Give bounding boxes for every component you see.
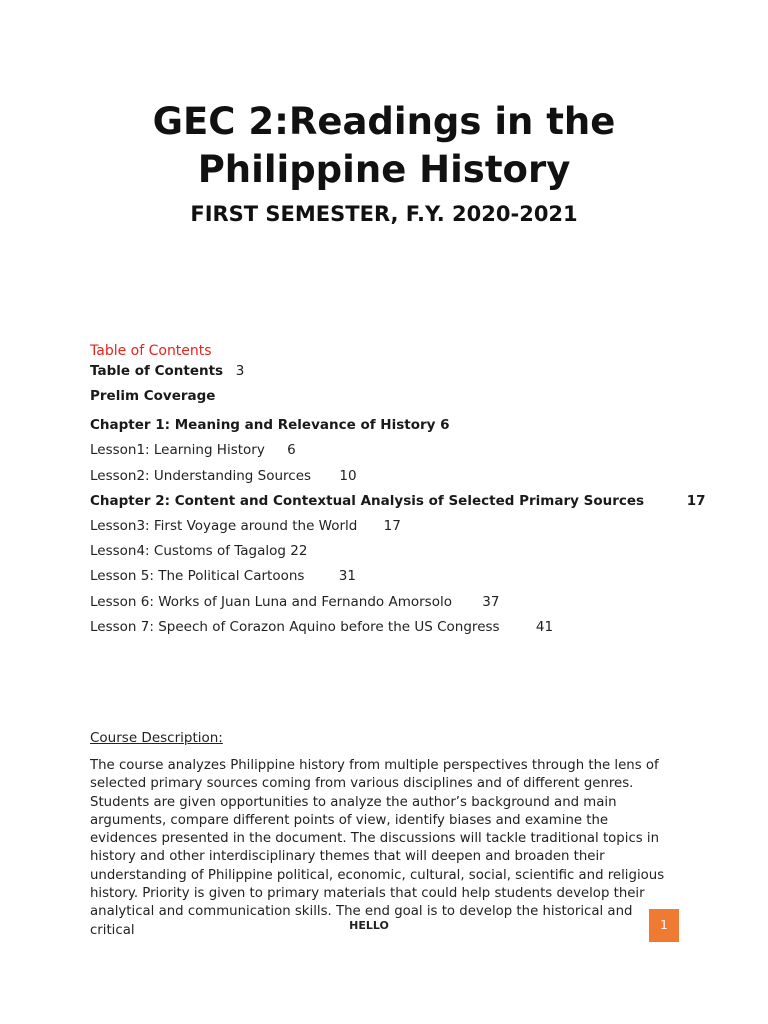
toc-entry-chapter-2[interactable] — [90, 493, 706, 509]
toc-entry-label: Lesson 5: The Political Cartoons — [90, 568, 305, 584]
toc-entry-lesson-1[interactable] — [90, 442, 296, 458]
toc-entry-lesson-5[interactable] — [90, 568, 356, 584]
toc-entry-lesson-7[interactable] — [90, 619, 553, 635]
course-description-text: The course analyzes Philippine history from multiple perspectives through the lens of selected primary sources coming from various disciplines and of different genres. Students are given opportunities to analyze the author’s background and main arguments, compare different points of view, identify biases and examine the evidences presented in the document. The discussions will tackle traditional topics in history and other interdisciplinary themes that will deepen and broaden their understanding of Philippine political, economic, cultural, social, scientific and religious history. Priority is given to primary materials that could help students develop their analytical and communication skills. The end goal is to develop the historical and critical — [90, 758, 665, 938]
document-title — [0, 98, 768, 194]
toc-entry-label: Table of Contents — [90, 363, 224, 379]
document-subtitle: FIRST SEMESTER, F.Y. 2020-2021 — [190, 202, 578, 226]
title-line-1: GEC 2:Readings in the — [152, 100, 616, 143]
page-number-badge: 1 — [649, 909, 679, 942]
toc-entry-label: Prelim Coverage — [90, 388, 216, 404]
title-line-2: Philippine History — [197, 148, 571, 191]
toc-entry-chapter-1[interactable] — [90, 417, 450, 433]
toc-entry-page: 3 — [235, 363, 245, 379]
toc-entry-label: Lesson1: Learning History — [90, 442, 265, 458]
toc-entry-page: 37 — [482, 594, 500, 610]
toc-entry-lesson-3[interactable] — [90, 518, 401, 534]
toc-entry-lesson-4[interactable] — [90, 543, 307, 559]
toc-entry-page: 22 — [290, 543, 308, 559]
course-description-label: Course Description: — [90, 730, 223, 746]
toc-entry-page: 6 — [287, 442, 296, 458]
toc-entry-page: 6 — [440, 417, 450, 433]
toc-entry-label: Chapter 2: Content and Contextual Analysis of Selected Primary Sources — [90, 493, 645, 509]
toc-entry-lesson-2[interactable] — [90, 468, 357, 484]
toc-heading: Table of Contents — [90, 343, 212, 359]
toc-entry-page: 31 — [338, 568, 356, 584]
toc-entry-label: Lesson3: First Voyage around the World — [90, 518, 358, 534]
toc-entry-page: 10 — [339, 468, 357, 484]
toc-entry-page: 41 — [535, 619, 554, 635]
toc-entry-label: Lesson4: Customs of Tagalog — [90, 543, 286, 559]
toc-entry-label: Lesson 6: Works of Juan Luna and Fernando Amorsolo — [90, 594, 452, 610]
toc-entry-label: Chapter 1: Meaning and Relevance of History — [90, 417, 436, 433]
toc-entry-lesson-6[interactable] — [90, 594, 499, 610]
toc-entry-page: 17 — [383, 518, 401, 534]
toc-entry-table-of-contents[interactable] — [90, 363, 244, 379]
toc-entry-prelim-coverage[interactable] — [90, 388, 215, 404]
toc-entry-label: Lesson 7: Speech of Corazon Aquino before the US Congress — [90, 619, 500, 635]
toc-entry-page: 17 — [686, 493, 706, 509]
toc-entry-label: Lesson2: Understanding Sources — [90, 468, 312, 484]
footer-text: HELLO — [349, 919, 389, 932]
